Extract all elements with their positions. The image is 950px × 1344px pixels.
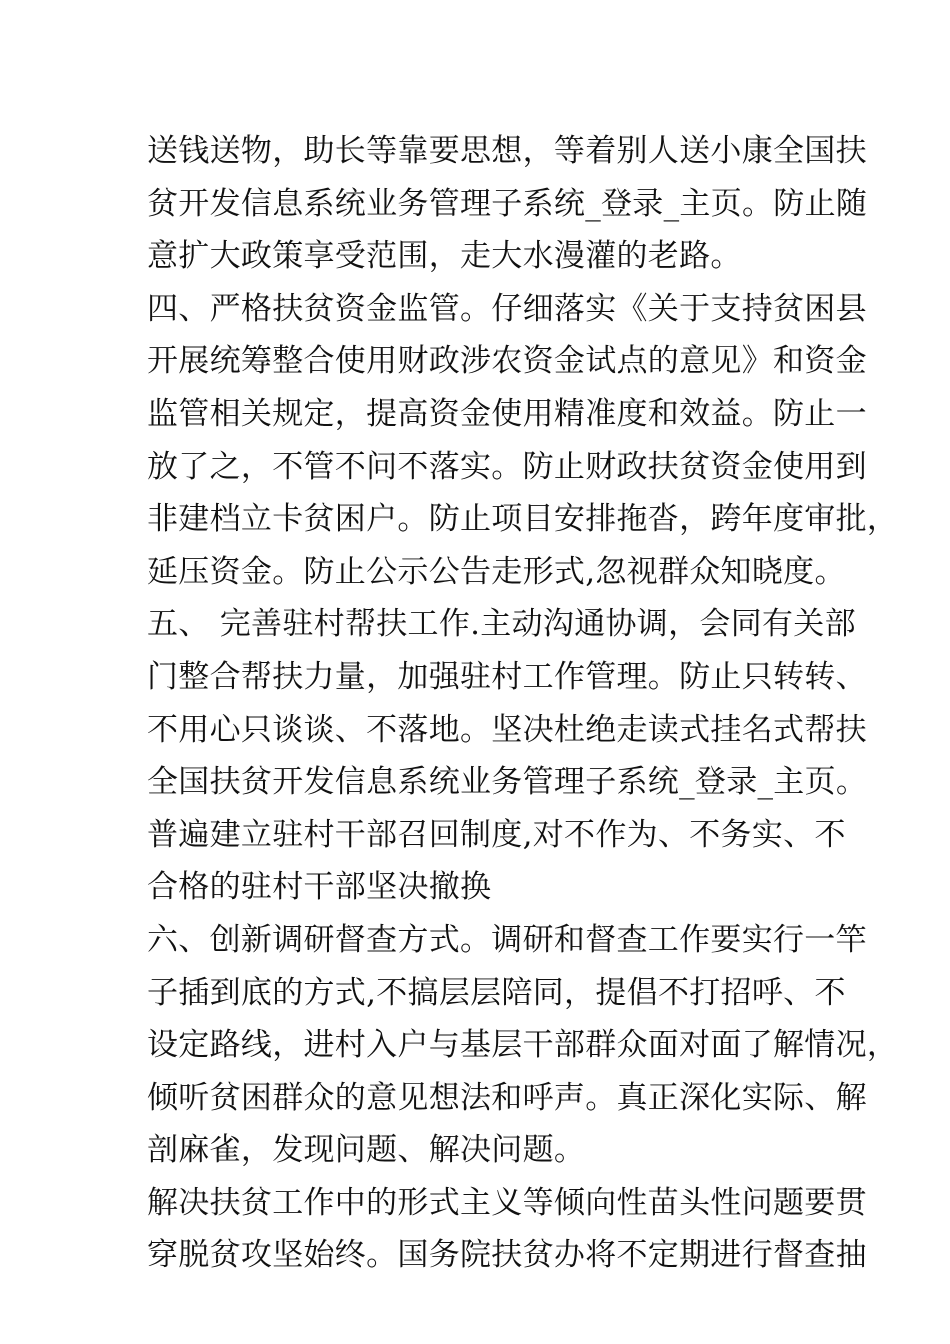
text-line: 送钱送物，助长等靠要思想，等着别人送小康全国扶 (147, 133, 867, 169)
text-line: 门整合帮扶力量，加强驻村工作管理。防止只转转、 (147, 658, 867, 695)
text-line: 设定路线，进村入户与基层干部群众面对面了解情况， (147, 1027, 899, 1064)
text-line: 贫开发信息系统业务管理子系统_登录_主页。防止随 (147, 185, 868, 222)
text-line: 四、严格扶贫资金监管。仔细落实《关于支持贫困县 (147, 290, 867, 327)
text-line: 意扩大政策享受范围，走大水漫灌的老路。 (147, 238, 742, 275)
text-line: 全国扶贫开发信息系统业务管理子系统_登录_主页。 (147, 764, 868, 801)
text-line: 非建档立卡贫困户。防止项目安排拖沓，跨年度审批， (147, 501, 899, 538)
text-line: 倾听贫困群众的意见想法和呼声。真正深化实际、解 (147, 1079, 867, 1116)
text-line: 穿脱贫攻坚始终。国务院扶贫办将不定期进行督查抽 (147, 1237, 867, 1274)
text-line: 监管相关规定，提高资金使用精准度和效益。防止一 (147, 395, 867, 432)
text-line: 普遍建立驻村干部召回制度,对不作为、不务实、不 (147, 816, 846, 853)
text-line: 合格的驻村干部坚决撤换 (147, 869, 492, 906)
text-line: 放了之，不管不问不落实。防止财政扶贫资金使用到 (147, 448, 867, 485)
text-line: 六、创新调研督查方式。调研和督查工作要实行一竿 (147, 921, 867, 958)
document-body (147, 125, 899, 1282)
text-line: 开展统筹整合使用财政涉农资金试点的意见》和资金 (147, 343, 867, 380)
text-line: 子插到底的方式,不搞层层陪同，提倡不打招呼、不 (147, 974, 846, 1011)
text-line: 解决扶贫工作中的形式主义等倾向性苗头性问题要贯 (147, 1184, 867, 1221)
text-line: 五、 完善驻村帮扶工作.主动沟通协调，会同有关部 (147, 606, 856, 643)
text-line: 延压资金。防止公示公告走形式,忽视群众知晓度。 (147, 553, 846, 590)
text-line: 不用心只谈谈、不落地。坚决杜绝走读式挂名式帮扶 (147, 711, 867, 748)
text-line: 剖麻雀，发现问题、解决问题。 (147, 1132, 586, 1169)
